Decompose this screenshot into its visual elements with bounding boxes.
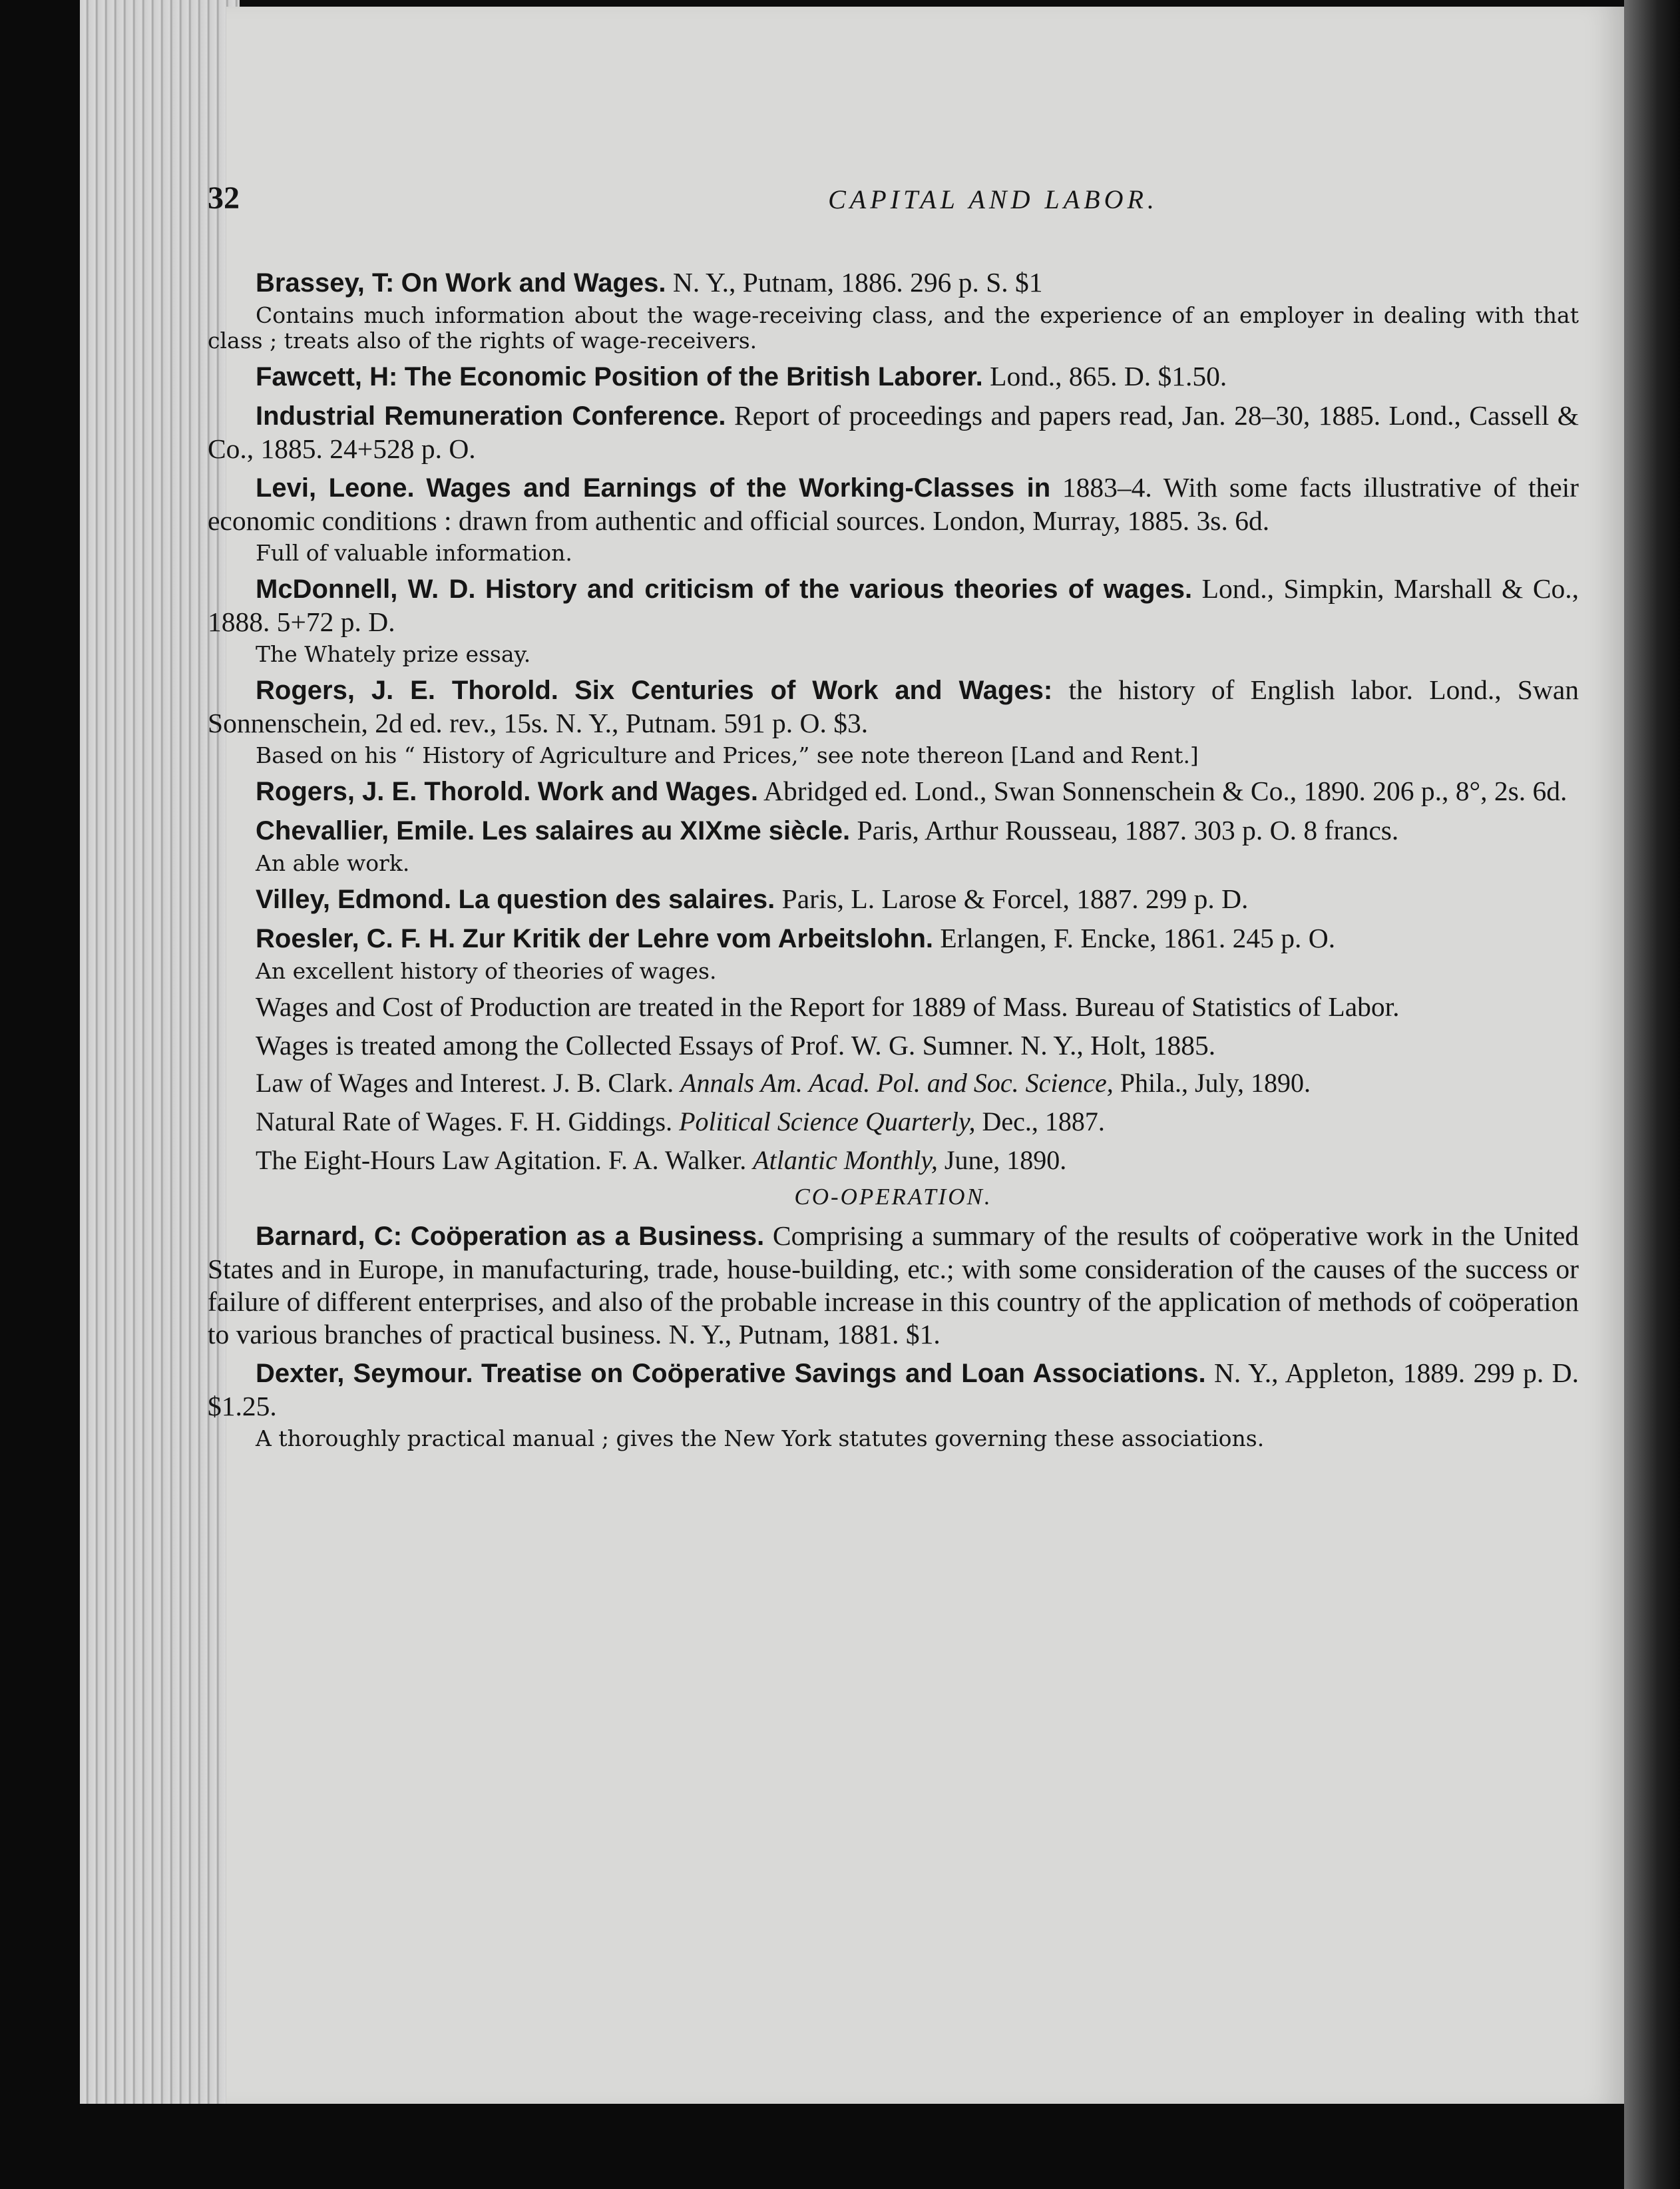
article-entry (208, 1106, 1579, 1137)
bib-entry (208, 573, 1579, 638)
article-date: June, 1890. (944, 1145, 1067, 1175)
article-journal: Annals Am. Acad. Pol. and Soc. Science, (680, 1068, 1114, 1098)
entry-author: Villey, Edmond. (256, 885, 452, 914)
plain-note: Wages and Cost of Production are treated in the Report for 1889 of Mass. Bureau of Statistics of Labor. (256, 991, 1400, 1022)
article-journal: Atlantic Monthly, (753, 1145, 938, 1175)
article-lead: Law of Wages and Interest. J. B. Clark. (256, 1068, 674, 1098)
entry-publication: Lond., 865. D. $1.50. (990, 361, 1227, 391)
entry-note: The Whately prize essay. (256, 641, 531, 667)
bib-entry (208, 360, 1579, 393)
entry-publication: Comprising a summary of the results of coöperative work in the United States and in Europe, in manufacturing, trade, house-building, etc.; with some consideration of the causes of the success or failure of different enterprises, and also of the probable increase in this country of the application of methods of coöperation to various branches of practical business. N. Y., Putnam, 1881. $1. (208, 1220, 1579, 1349)
entry-title: Six Centuries of Work and Wages: (574, 676, 1053, 705)
entry-title: Coöperation as a Business. (410, 1222, 765, 1251)
entry-note: A thoroughly practical manual ; gives the New York statutes governing these associations. (256, 1425, 1265, 1451)
entry-note: Based on his “ History of Agriculture and Prices,” see note thereon [Land and Rent.] (256, 742, 1199, 768)
entry-note: An excellent history of theories of wages. (256, 958, 717, 984)
entry-author: McDonnell, W. D. (256, 575, 476, 604)
running-title: CAPITAL AND LABOR. (828, 184, 1158, 214)
entry-publication: 1883–4. With some facts illustrative of their economic conditions : drawn from authentic and official sources. London, Murray, 1885. 3s. 6d. (208, 472, 1579, 536)
bib-entry (208, 883, 1579, 916)
article-entry (208, 1145, 1579, 1176)
entry-author: Dexter, Seymour. (256, 1359, 473, 1388)
entry-publication: Lond., Simpkin, Marshall & Co., 1888. 5+72 p. D. (208, 573, 1579, 637)
entry-title: Treatise on Coöperative Savings and Loan Associations. (481, 1359, 1206, 1388)
page-number: 32 (208, 180, 240, 216)
article-lead: Natural Rate of Wages. F. H. Giddings. (256, 1106, 673, 1136)
entry-title: Wages and Earnings of the Working-Classes in (426, 473, 1051, 503)
entry-author: Rogers, J. E. Thorold. (256, 777, 531, 806)
entry-title: History and criticism of the various theories of wages. (485, 575, 1193, 604)
entry-title: Work and Wages. (537, 777, 758, 806)
entry-title: Les salaires au XIXme siècle. (481, 816, 851, 846)
entry-title: The Economic Position of the British Laborer. (404, 362, 983, 391)
bib-entry (208, 814, 1579, 848)
plain-note: Wages is treated among the Collected Essays of Prof. W. G. Sumner. N. Y., Holt, 1885. (256, 1030, 1216, 1061)
entry-title: Zur Kritik der Lehre vom Arbeitslohn. (462, 924, 934, 953)
entry-title: La question des salaires. (458, 885, 775, 914)
entry-publication: Erlangen, F. Encke, 1861. 245 p. O. (940, 923, 1336, 953)
entry-author: Chevallier, Emile. (256, 816, 475, 846)
article-date: Phila., July, 1890. (1120, 1068, 1311, 1098)
entry-author: Brassey, T: (256, 268, 395, 298)
page-content (208, 180, 1579, 1977)
entry-title: On Work and Wages. (401, 268, 666, 298)
entry-note: Full of valuable information. (256, 540, 572, 566)
entry-publication: the history of English labor. Lond., Swan Sonnenschein, 2d ed. rev., 15s. N. Y., Putnam. 591 p. O. $3. (208, 674, 1579, 738)
article-journal: Political Science Quarterly, (679, 1106, 976, 1136)
entry-publication: Paris, Arthur Rousseau, 1887. 303 p. O. 8 francs. (857, 815, 1399, 846)
bib-entry (208, 674, 1579, 740)
entry-publication: Report of proceedings and papers read, Jan. 28–30, 1885. Lond., Cassell & Co., 1885. 24+528 p. O. (208, 400, 1579, 464)
article-date: Dec., 1887. (982, 1106, 1105, 1136)
binding-shadow (1624, 0, 1680, 2189)
entry-author: Industrial Remuneration Conference. (256, 401, 726, 431)
bib-entry (208, 471, 1579, 537)
section-heading: CO-OPERATION. (794, 1184, 992, 1210)
entry-publication: Abridged ed. Lond., Swan Sonnenschein & Co., 1890. 206 p., 8°, 2s. 6d. (763, 776, 1568, 806)
entry-author: Rogers, J. E. Thorold. (256, 676, 558, 705)
entry-author: Levi, Leone. (256, 473, 415, 503)
bib-entry (208, 266, 1579, 300)
article-lead: The Eight-Hours Law Agitation. F. A. Walker. (256, 1145, 747, 1175)
bibliography-list (208, 266, 1579, 1458)
entry-author: Roesler, C. F. H. (256, 924, 456, 953)
bib-entry (208, 1357, 1579, 1423)
bib-entry (208, 775, 1579, 808)
entry-publication: N. Y., Appleton, 1889. 299 p. D. $1.25. (208, 1357, 1579, 1421)
entry-note: An able work. (256, 850, 410, 876)
entry-note: Contains much information about the wage-receiving class, and the experience of an employer in dealing with that class ; treats also of the rights of wage-receivers. (208, 302, 1579, 354)
entry-publication: Paris, L. Larose & Forcel, 1887. 299 p. D. (781, 883, 1249, 914)
article-entry (208, 1068, 1579, 1098)
entry-author: Barnard, C: (256, 1222, 403, 1251)
bib-entry (208, 922, 1579, 955)
entry-publication: N. Y., Putnam, 1886. 296 p. S. $1 (672, 267, 1043, 298)
bib-entry (208, 399, 1579, 465)
bib-entry (208, 1220, 1579, 1351)
entry-author: Fawcett, H: (256, 362, 398, 391)
